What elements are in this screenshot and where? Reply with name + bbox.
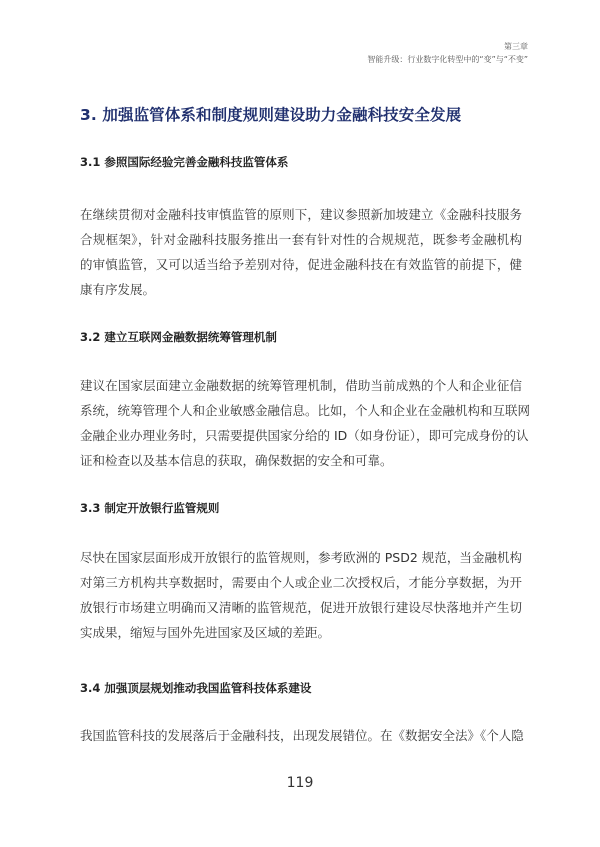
page-number: 119 <box>286 775 314 791</box>
paragraph-3-2 <box>80 373 531 473</box>
paragraph-line: 放银行市场建立明确而又清晰的监管规范，促进开放银行建设尽快落地并产生切 <box>80 600 522 615</box>
paragraph-line: 金融企业办理业务时，只需要提供国家分给的 ID（如身份证），即可完成身份的认 <box>80 428 529 443</box>
running-header-subtitle: 智能升级：行业数字化转型中的“变”与“不变” <box>367 55 528 64</box>
paragraph-line: 在继续贯彻对金融科技审慎监管的原则下，建议参照新加坡建立《金融科技服务 <box>80 207 522 222</box>
paragraph-line: 对第三方机构共享数据时，需要由个人或企业二次授权后，才能分享数据，为开 <box>80 575 522 590</box>
paragraph-3-1 <box>80 202 522 302</box>
paragraph-3-3 <box>80 545 522 645</box>
paragraph-line: 康有序发展。 <box>80 282 156 297</box>
paragraph-line: 证和检查以及基本信息的获取，确保数据的安全和可靠。 <box>80 453 393 468</box>
subsection-heading-3-2: 3.2 建立互联网金融数据统筹管理机制 <box>80 330 277 344</box>
paragraph-line: 的审慎监管，又可以适当给予差别对待，促进金融科技在有效监管的前提下，健 <box>80 257 522 272</box>
paragraph-line: 尽快在国家层面形成开放银行的监管规则，参考欧洲的 PSD2 规范，当金融机构 <box>80 550 522 565</box>
paragraph-line: 建议在国家层面建立金融数据的统筹管理机制，借助当前成熟的个人和企业征信 <box>80 378 522 393</box>
section-title: 3. 加强监管体系和制度规则建设助力金融科技安全发展 <box>80 106 462 124</box>
paragraph-line: 合规框架》，针对金融科技服务推出一套有针对性的合规规范，既参考金融机构 <box>80 232 522 247</box>
subsection-heading-3-3: 3.3 制定开放银行监管规则 <box>80 501 220 515</box>
paragraph-3-4 <box>80 723 522 748</box>
running-header-chapter: 第三章 <box>504 42 528 51</box>
subsection-heading-3-1: 3.1 参照国际经验完善金融科技监管体系 <box>80 155 289 169</box>
paragraph-line: 实成果，缩短与国外先进国家及区域的差距。 <box>80 625 331 640</box>
subsection-heading-3-4: 3.4 加强顶层规划推动我国监管科技体系建设 <box>80 681 312 695</box>
paragraph-line: 我国监管科技的发展落后于金融科技，出现发展错位。在《数据安全法》《个人隐 <box>80 728 524 743</box>
running-header <box>367 40 528 66</box>
paragraph-line: 系统，统筹管理个人和企业敏感金融信息。比如，个人和企业在金融机构和互联网 <box>80 403 531 418</box>
